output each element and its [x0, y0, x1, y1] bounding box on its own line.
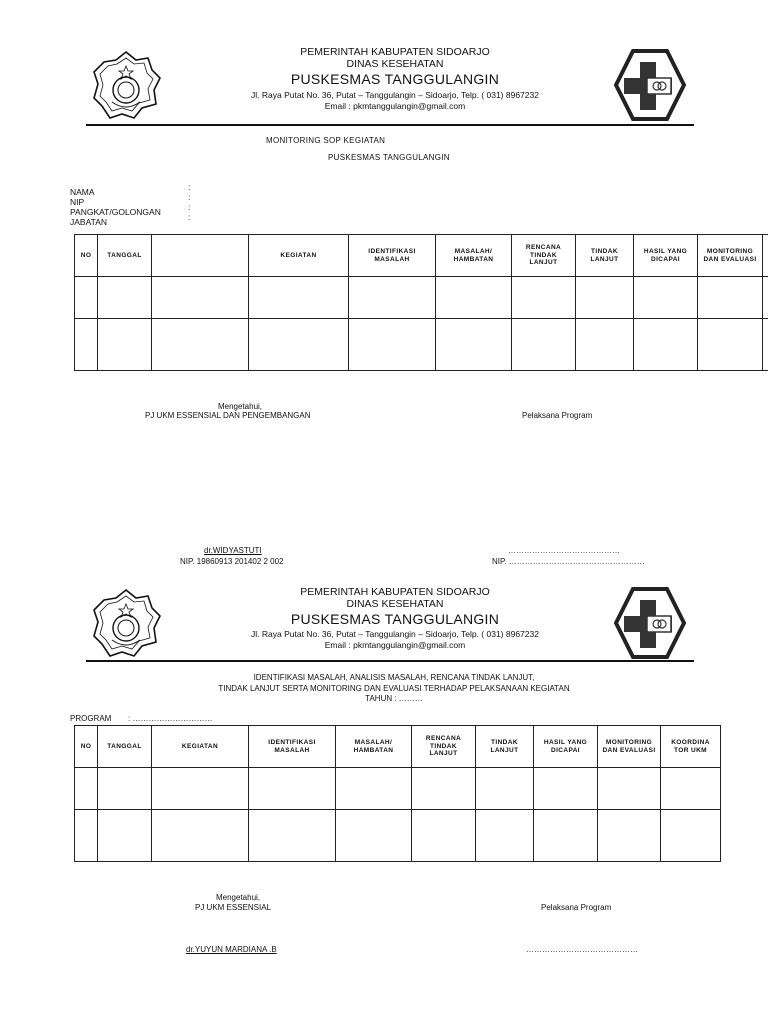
- field-label-jabatan: JABATAN: [70, 217, 107, 227]
- col-header: KEGIATAN: [152, 726, 249, 768]
- sign2-left-top: Mengetahui,: [215, 893, 261, 902]
- table-row: [75, 277, 768, 319]
- col-header: TANGGAL: [98, 726, 152, 768]
- sign2-left-role: PJ UKM ESSENSIAL: [195, 903, 272, 912]
- header2-email: Email : pkmtanggulangin@gmail.com: [324, 640, 466, 650]
- header2-address: Jl. Raya Putat No. 36, Putat – Tanggulangin – Sidoarjo, Telp. ( 031) 8967232: [251, 629, 539, 639]
- sign1-right-name: ……………………………………: [508, 546, 620, 555]
- col-header: IDENTIFIKASI MASALAH: [249, 726, 336, 768]
- header2-line2: DINAS KESEHATAN: [346, 598, 444, 610]
- form2-title1: IDENTIFIKASI MASALAH, ANALISIS MASALAH, RENCANA TINDAK LANJUT,: [253, 673, 535, 682]
- col-header: HASIL YANG DICAPAI: [534, 726, 598, 768]
- form1-table: [74, 234, 768, 371]
- col-header: NO: [75, 726, 98, 768]
- table-row: [75, 319, 768, 371]
- sign1-left-top: Mengetahui,: [217, 402, 263, 411]
- col-header: MASALAH/ HAMBATAN: [436, 235, 512, 277]
- col-header: MONITORING DAN EVALUASI: [598, 726, 661, 768]
- table-row: [75, 810, 721, 862]
- header1-rule: [86, 124, 694, 126]
- col-header: KOORDINA TOR UKM: [661, 726, 721, 768]
- field-sep: :: [188, 212, 191, 222]
- header1-line3: PUSKESMAS TANGGULANGIN: [290, 71, 500, 87]
- sign1-left-name: dr.WIDYASTUTI: [204, 546, 262, 555]
- field-label-nip: NIP: [70, 197, 85, 207]
- puskesmas-cross-logo-icon: [613, 586, 687, 660]
- sign2-right-name: ……………………………………: [526, 945, 638, 954]
- col-header: RENCANA TINDAK LANJUT: [412, 726, 476, 768]
- header1-email: Email : pkmtanggulangin@gmail.com: [324, 101, 466, 111]
- col-header: TINDAK LANJUT: [576, 235, 634, 277]
- regency-seal-icon: [90, 48, 162, 120]
- sign2-right-role: Pelaksana Program: [541, 903, 612, 912]
- col-header: HASIL YANG DICAPAI: [634, 235, 698, 277]
- sign1-left-nip: NIP. 19860913 201402 2 002: [180, 557, 284, 566]
- form2-title2: TINDAK LANJUT SERTA MONITORING DAN EVALUASI TERHADAP PELAKSANAAN KEGIATAN: [218, 684, 570, 693]
- field-label-nama: NAMA: [70, 187, 95, 197]
- sign1-right-nip: NIP. ……………………………………………: [492, 557, 645, 566]
- form2-title3: TAHUN : ………: [365, 694, 423, 703]
- header1-line1: PEMERINTAH KABUPATEN SIDOARJO: [300, 46, 490, 58]
- form1-title1: MONITORING SOP KEGIATAN: [266, 136, 386, 145]
- regency-seal-icon: [90, 586, 162, 658]
- form2-table: [74, 725, 721, 862]
- header1-address: Jl. Raya Putat No. 36, Putat – Tanggulangin – Sidoarjo, Telp. ( 031) 8967232: [251, 90, 539, 100]
- program-label: PROGRAM: [70, 714, 112, 723]
- form1-fields: [70, 182, 191, 227]
- col-header: [152, 235, 249, 277]
- col-header: TANGGAL: [98, 235, 152, 277]
- program-value[interactable]: : …………………………: [128, 714, 213, 723]
- header2-rule: [86, 660, 694, 662]
- header2-line1: PEMERINTAH KABUPATEN SIDOARJO: [300, 586, 490, 598]
- field-label-pangkat: PANGKAT/GOLONGAN: [70, 207, 161, 217]
- form1-title2: PUSKESMAS TANGGULANGIN: [328, 153, 450, 162]
- table-row: [75, 768, 721, 810]
- col-header: MASALAH/ HAMBATAN: [336, 726, 412, 768]
- col-header: NO: [75, 235, 98, 277]
- col-header: RENCANA TINDAK LANJUT: [512, 235, 576, 277]
- sign2-left-name: dr.YUYUN MARDIANA .B: [186, 945, 277, 954]
- header2-line3: PUSKESMAS TANGGULANGIN: [290, 611, 500, 627]
- table-header-row: [75, 235, 768, 277]
- sign1-left-role: PJ UKM ESSENSIAL DAN PENGEMBANGAN: [145, 411, 311, 420]
- col-header: MONITORING DAN EVALUASI: [698, 235, 763, 277]
- col-header: TINDAK LANJUT: [476, 726, 534, 768]
- puskesmas-cross-logo-icon: [613, 48, 687, 122]
- field-sep: :: [188, 192, 191, 202]
- field-sep: :: [188, 202, 191, 212]
- table-header-row: [75, 726, 721, 768]
- header1-line2: DINAS KESEHATAN: [346, 58, 444, 70]
- field-sep: :: [188, 182, 191, 192]
- col-header: IDENTIFIKASI MASALAH: [349, 235, 436, 277]
- col-header: KEGIATAN: [249, 235, 349, 277]
- sign1-right-role: Pelaksana Program: [522, 411, 593, 420]
